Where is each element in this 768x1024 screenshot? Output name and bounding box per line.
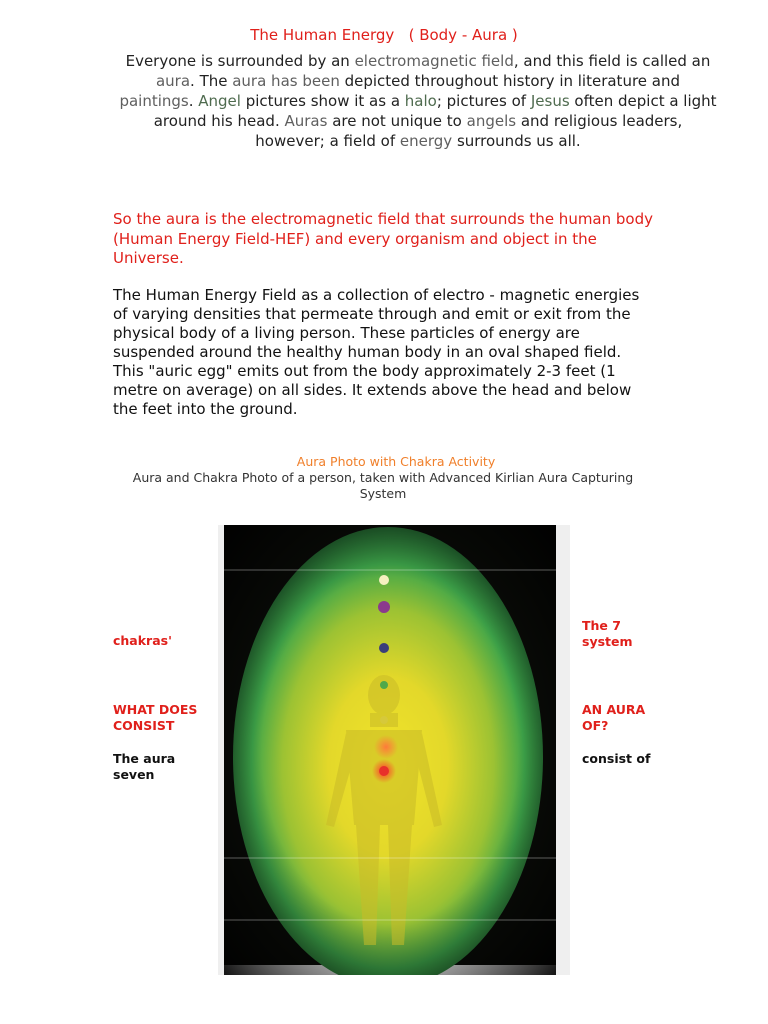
intro-text: are not unique to [327, 112, 467, 130]
intro-paragraph [118, 51, 718, 151]
intro-keyword-link[interactable]: Angel [198, 92, 241, 110]
intro-text: and religious leaders, however; a field of [255, 112, 683, 150]
aura-chakra-photo [218, 525, 570, 975]
intro-text: surrounds us all. [452, 132, 581, 150]
intro-text: . The [190, 72, 233, 90]
sacral-chakra-icon [374, 735, 398, 759]
intro-keyword-link[interactable]: aura has been [232, 72, 340, 90]
left-label-chakras: chakras' [113, 633, 172, 648]
intro-keyword-link[interactable]: paintings [119, 92, 189, 110]
intro-text: ; pictures of [436, 92, 531, 110]
third-eye-chakra-icon [378, 601, 390, 613]
page-title: The Human Energy ( Body - Aura ) [250, 26, 518, 44]
photo-caption-subtitle: Aura and Chakra Photo of a person, taken with Advanced Kirlian Aura Capturing System [132, 470, 634, 501]
intro-text: pictures show it as a [240, 92, 405, 110]
right-label-the7: The 7 system [582, 618, 633, 649]
intro-keyword-link[interactable]: electromagnetic field [354, 52, 514, 70]
throat-chakra-icon [379, 643, 389, 653]
intro-text: depicted throughout history in literature and [339, 72, 681, 90]
intro-keyword-link[interactable]: aura [155, 72, 191, 90]
aura-definition-paragraph: So the aura is the electromagnetic field that surrounds the human body (Human Energy Field-HEF) and every organism and object in the Universe. [113, 210, 653, 267]
photo-caption-title: Aura Photo with Chakra Activity [296, 454, 496, 469]
intro-keyword-link[interactable]: Auras [284, 112, 328, 130]
intro-text: . [188, 92, 199, 110]
root-chakra-core [379, 766, 389, 776]
right-label-consist-of: consist of [582, 751, 651, 766]
solar-plexus-chakra-icon [380, 716, 388, 724]
left-label-what-does: WHAT DOES CONSIST [113, 702, 198, 733]
intro-keyword-link[interactable]: halo [404, 92, 437, 110]
intro-text: , and this field is called an [513, 52, 711, 70]
hef-description-paragraph: The Human Energy Field as a collection of electro - magnetic energies of varying densities that permeate through and emit or exit from the physical body of a living person. These particles of energy are suspended around the healthy human body in an oval shaped field. This "auric egg" emits out from the body approximately 2-3 feet (1 metre on average) on all sides. It extends above the head and below the feet into the ground. [113, 286, 640, 418]
crown-chakra-icon [379, 575, 389, 585]
intro-keyword-link[interactable]: energy [399, 132, 453, 150]
left-label-aura-seven: The aura seven [113, 751, 176, 782]
intro-keyword-link[interactable]: angels [466, 112, 517, 130]
intro-keyword-link[interactable]: Jesus [530, 92, 570, 110]
heart-chakra-icon [380, 681, 388, 689]
intro-text: often depict a light around his head. [153, 92, 717, 130]
right-label-an-aura: AN AURA OF? [582, 702, 646, 733]
intro-text: Everyone is surrounded by an [125, 52, 355, 70]
